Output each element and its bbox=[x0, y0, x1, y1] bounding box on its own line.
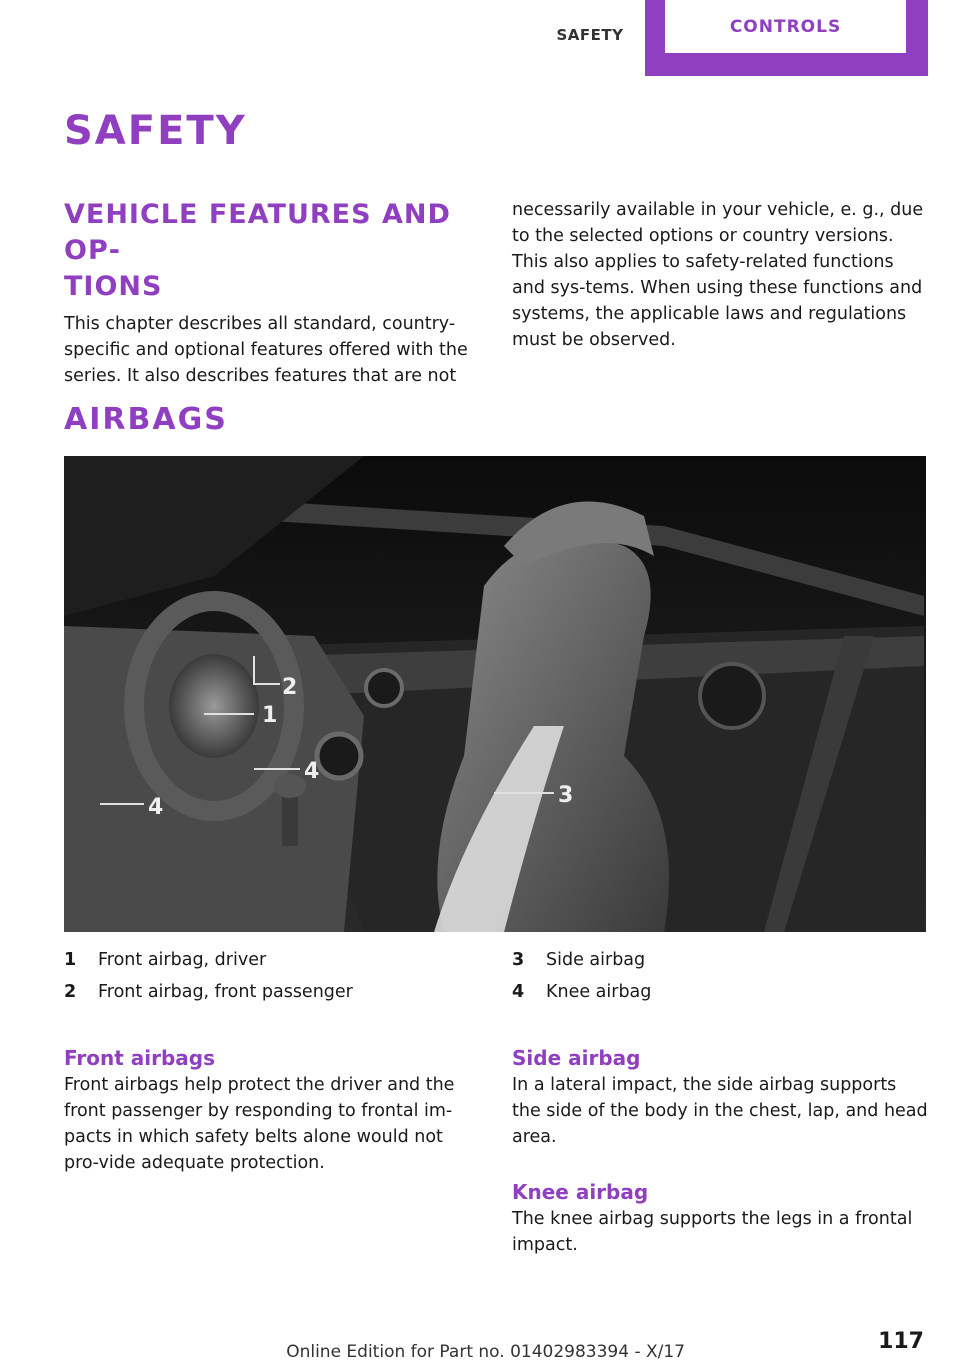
front-airbags-section bbox=[64, 1044, 479, 1176]
gear-knob bbox=[274, 774, 306, 798]
front-airbags-heading: Front airbags bbox=[64, 1046, 215, 1070]
vehicle-features-text-right: necessarily available in your vehicle, e. g., due to the selected options or country versions. This also applies to safety-related functions and sys‐tems. When using these functions and systems, the applicable laws and regulations must be observed. bbox=[512, 200, 924, 350]
interior-illustration bbox=[64, 456, 926, 932]
front-airbags-text: Front airbags help protect the driver and the front passenger by responding to frontal im‐pacts in which safety belts alone would not pro‐vide adequate protection. bbox=[64, 1075, 455, 1173]
side-airbag-text: In a lateral impact, the side airbag supports the side of the body in the chest, lap, and head area. bbox=[512, 1075, 928, 1147]
vehicle-features-heading bbox=[64, 197, 474, 305]
knee-airbag-section bbox=[512, 1178, 930, 1258]
steering-wheel-hub bbox=[169, 654, 259, 758]
page-footer bbox=[0, 1320, 960, 1362]
callout-1: 1 bbox=[262, 703, 278, 728]
vehicle-features-left-column bbox=[64, 197, 474, 389]
knee-airbag-text: The knee airbag supports the legs in a frontal impact. bbox=[512, 1209, 913, 1255]
legend-label: Front airbag, driver bbox=[98, 950, 267, 970]
air-vent-center bbox=[366, 670, 402, 706]
page-number: 117 bbox=[878, 1329, 924, 1354]
legend-item bbox=[512, 944, 651, 976]
legend-item bbox=[64, 944, 353, 976]
figure-legend-right bbox=[512, 944, 651, 1008]
figure-legend-left bbox=[64, 944, 353, 1008]
knee-airbag-heading: Knee airbag bbox=[512, 1180, 649, 1204]
legend-label: Side airbag bbox=[546, 950, 646, 970]
callout-4-driver: 4 bbox=[148, 795, 164, 820]
vehicle-features-right-column bbox=[512, 197, 930, 353]
legend-number: 1 bbox=[64, 950, 77, 970]
callout-4-passenger: 4 bbox=[304, 759, 320, 784]
legend-number: 4 bbox=[512, 982, 525, 1002]
air-vent bbox=[317, 734, 361, 778]
callout-2: 2 bbox=[282, 675, 298, 700]
header-tabs bbox=[535, 0, 928, 76]
legend-item bbox=[512, 976, 651, 1008]
airbags-figure bbox=[64, 456, 926, 932]
side-airbag-heading: Side airbag bbox=[512, 1046, 641, 1070]
airbags-heading: AIRBAGS bbox=[64, 402, 228, 437]
legend-number: 2 bbox=[64, 982, 77, 1002]
speaker bbox=[700, 664, 764, 728]
edition-note: Online Edition for Part no. 01402983394 - X/17 bbox=[286, 1342, 685, 1362]
vehicle-features-text-left: This chapter describes all standard, country-specific and optional features offered with the series. It also describes features that are not bbox=[64, 314, 468, 386]
chapter-tab[interactable] bbox=[645, 0, 928, 76]
legend-label: Front airbag, front passenger bbox=[98, 982, 353, 1002]
section-tab[interactable]: SAFETY bbox=[556, 26, 624, 44]
legend-number: 3 bbox=[512, 950, 525, 970]
chapter-tab-label: CONTROLS bbox=[665, 0, 906, 53]
vehicle-features-heading-line2: TIONS bbox=[64, 271, 163, 302]
legend-label: Knee airbag bbox=[546, 982, 652, 1002]
vehicle-features-heading-line1: VEHICLE FEATURES AND OP‐ bbox=[64, 199, 451, 266]
callout-3: 3 bbox=[558, 783, 574, 808]
legend-item bbox=[64, 976, 353, 1008]
side-airbag-section bbox=[512, 1044, 930, 1150]
page-title: SAFETY bbox=[64, 108, 247, 154]
